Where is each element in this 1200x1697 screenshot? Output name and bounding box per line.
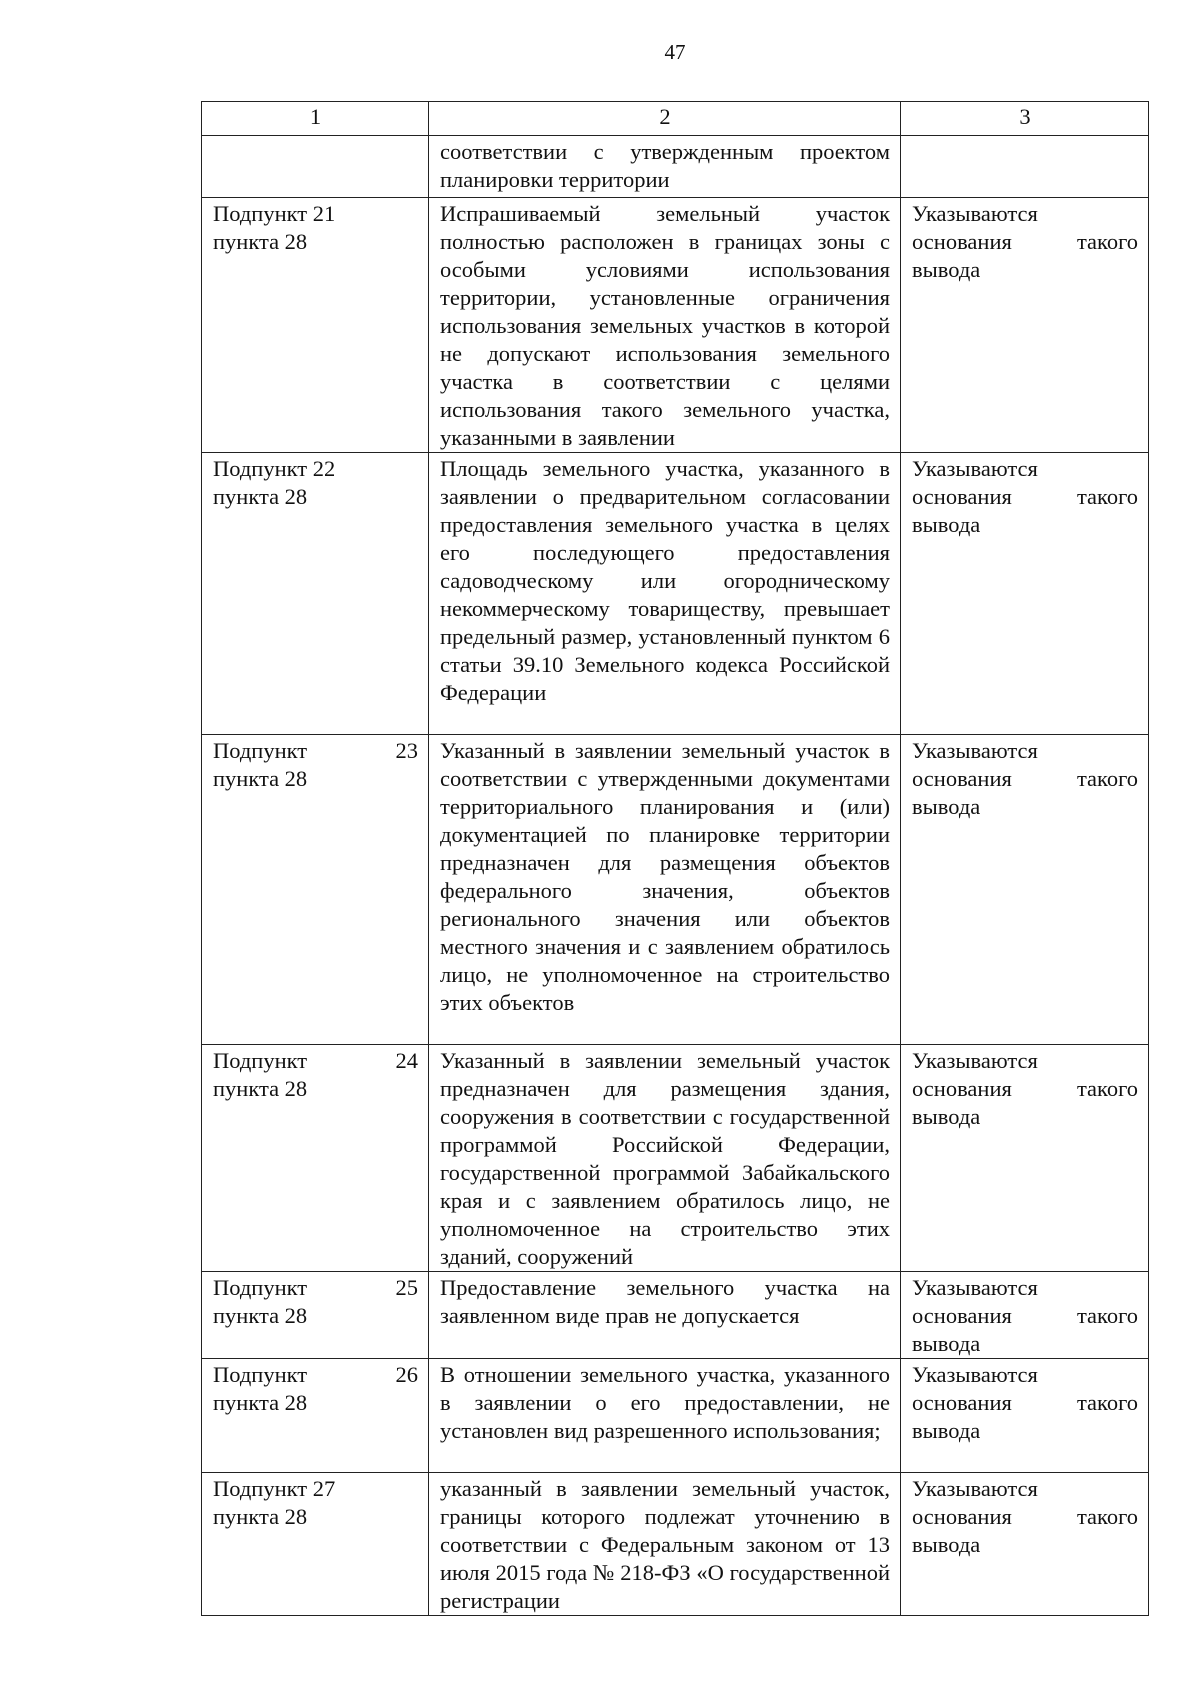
cell-note: Указываются основания такого вывода bbox=[901, 1272, 1149, 1359]
reference-subpoint-word: Подпункт bbox=[213, 456, 308, 481]
cell-text: Указанный в заявлении земельный участок в соответствии с утвержденными документами территориального планирования и (или) документацией по планировке территории предназначен для размещения объектов федерального значения, объектов регионального значения или объектов местного значения и с заявлением обратилось лицо, не уполномоченное на строительство этих объектов bbox=[429, 735, 901, 1045]
cell-text: Указанный в заявлении земельный участок предназначен для размещения здания, сооружения в соответствии с государственной программой Российской Федерации, государственной программой Забайкальского края и с заявлением обратилось лицо, не уполномоченное на строительство этих зданий, сооружений bbox=[429, 1045, 901, 1272]
reference-subpoint-number: 26 bbox=[395, 1362, 418, 1387]
reference-subpoint-word: Подпункт bbox=[213, 1362, 308, 1387]
reference-paragraph: пункта 28 bbox=[213, 1390, 308, 1415]
table-header-row bbox=[202, 102, 1149, 136]
reference-paragraph: пункта 28 bbox=[213, 766, 308, 791]
page-number: 47 bbox=[664, 40, 686, 64]
cell-text: соответствии с утвержденным проектом планировки территории bbox=[429, 136, 901, 198]
cell-empty bbox=[901, 136, 1149, 198]
cell-text: Предоставление земельного участка на заявленном виде прав не допускается bbox=[429, 1272, 901, 1359]
reference-subpoint-word: Подпункт bbox=[213, 1476, 308, 1501]
column-header-2: 2 bbox=[429, 102, 901, 136]
table-row bbox=[202, 1045, 1149, 1272]
cell-reference bbox=[202, 453, 429, 735]
reference-paragraph: пункта 28 bbox=[213, 1303, 308, 1328]
cell-reference bbox=[202, 735, 429, 1045]
reference-subpoint-number: 27 bbox=[312, 1476, 336, 1501]
cell-text: В отношении земельного участка, указанного в заявлении о его предоставлении, не установлен вид разрешенного использования; bbox=[429, 1359, 901, 1473]
cell-note: Указываются основания такого вывода bbox=[901, 1473, 1149, 1616]
grounds-table bbox=[201, 101, 1149, 1616]
reference-subpoint-word: Подпункт bbox=[213, 1275, 308, 1300]
table-row bbox=[202, 1359, 1149, 1473]
cell-reference bbox=[202, 1045, 429, 1272]
cell-reference bbox=[202, 1359, 429, 1473]
reference-subpoint-word: Подпункт bbox=[213, 738, 308, 763]
cell-text: указанный в заявлении земельный участок, границы которого подлежат уточнению в соответствии с Федеральным законом от 13 июля 2015 года № 218-ФЗ «О государственной регистрации bbox=[429, 1473, 901, 1616]
reference-paragraph: пункта 28 bbox=[213, 1076, 308, 1101]
column-header-1: 1 bbox=[202, 102, 429, 136]
reference-subpoint-number: 23 bbox=[395, 738, 418, 763]
reference-subpoint-word: Подпункт bbox=[213, 1048, 308, 1073]
table-row-continuation bbox=[202, 136, 1149, 198]
reference-paragraph: пункта 28 bbox=[213, 229, 308, 254]
column-header-3: 3 bbox=[901, 102, 1149, 136]
reference-subpoint-word: Подпункт bbox=[213, 201, 308, 226]
table-row bbox=[202, 1272, 1149, 1359]
reference-subpoint-number: 25 bbox=[395, 1275, 418, 1300]
cell-note: Указываются основания такого вывода bbox=[901, 1359, 1149, 1473]
reference-paragraph: пункта 28 bbox=[213, 1504, 308, 1529]
reference-paragraph: пункта 28 bbox=[213, 484, 308, 509]
table-row bbox=[202, 453, 1149, 735]
reference-subpoint-number: 22 bbox=[312, 456, 336, 481]
cell-note: Указываются основания такого вывода bbox=[901, 1045, 1149, 1272]
reference-subpoint-number: 21 bbox=[312, 201, 336, 226]
cell-empty bbox=[202, 136, 429, 198]
cell-text: Площадь земельного участка, указанного в заявлении о предварительном согласовании предоставления земельного участка в целях его последующего предоставления садоводческому или огородническому некоммерческому товариществу, превышает предельный размер, установленный пунктом 6 статьи 39.10 Земельного кодекса Российской Федерации bbox=[429, 453, 901, 735]
cell-text: Испрашиваемый земельный участок полностью расположен в границах зоны с особыми условиями использования территории, установленные ограничения использования земельных участков в которой не допускают использования земельного участка в соответствии с целями использования такого земельного участка, указанными в заявлении bbox=[429, 198, 901, 453]
cell-reference bbox=[202, 198, 429, 453]
table-row bbox=[202, 1473, 1149, 1616]
cell-reference bbox=[202, 1272, 429, 1359]
reference-subpoint-number: 24 bbox=[395, 1048, 418, 1073]
cell-reference bbox=[202, 1473, 429, 1616]
table-row bbox=[202, 735, 1149, 1045]
cell-note: Указываются основания такого вывода bbox=[901, 453, 1149, 735]
cell-note: Указываются основания такого вывода bbox=[901, 198, 1149, 453]
table-row bbox=[202, 198, 1149, 453]
cell-note: Указываются основания такого вывода bbox=[901, 735, 1149, 1045]
